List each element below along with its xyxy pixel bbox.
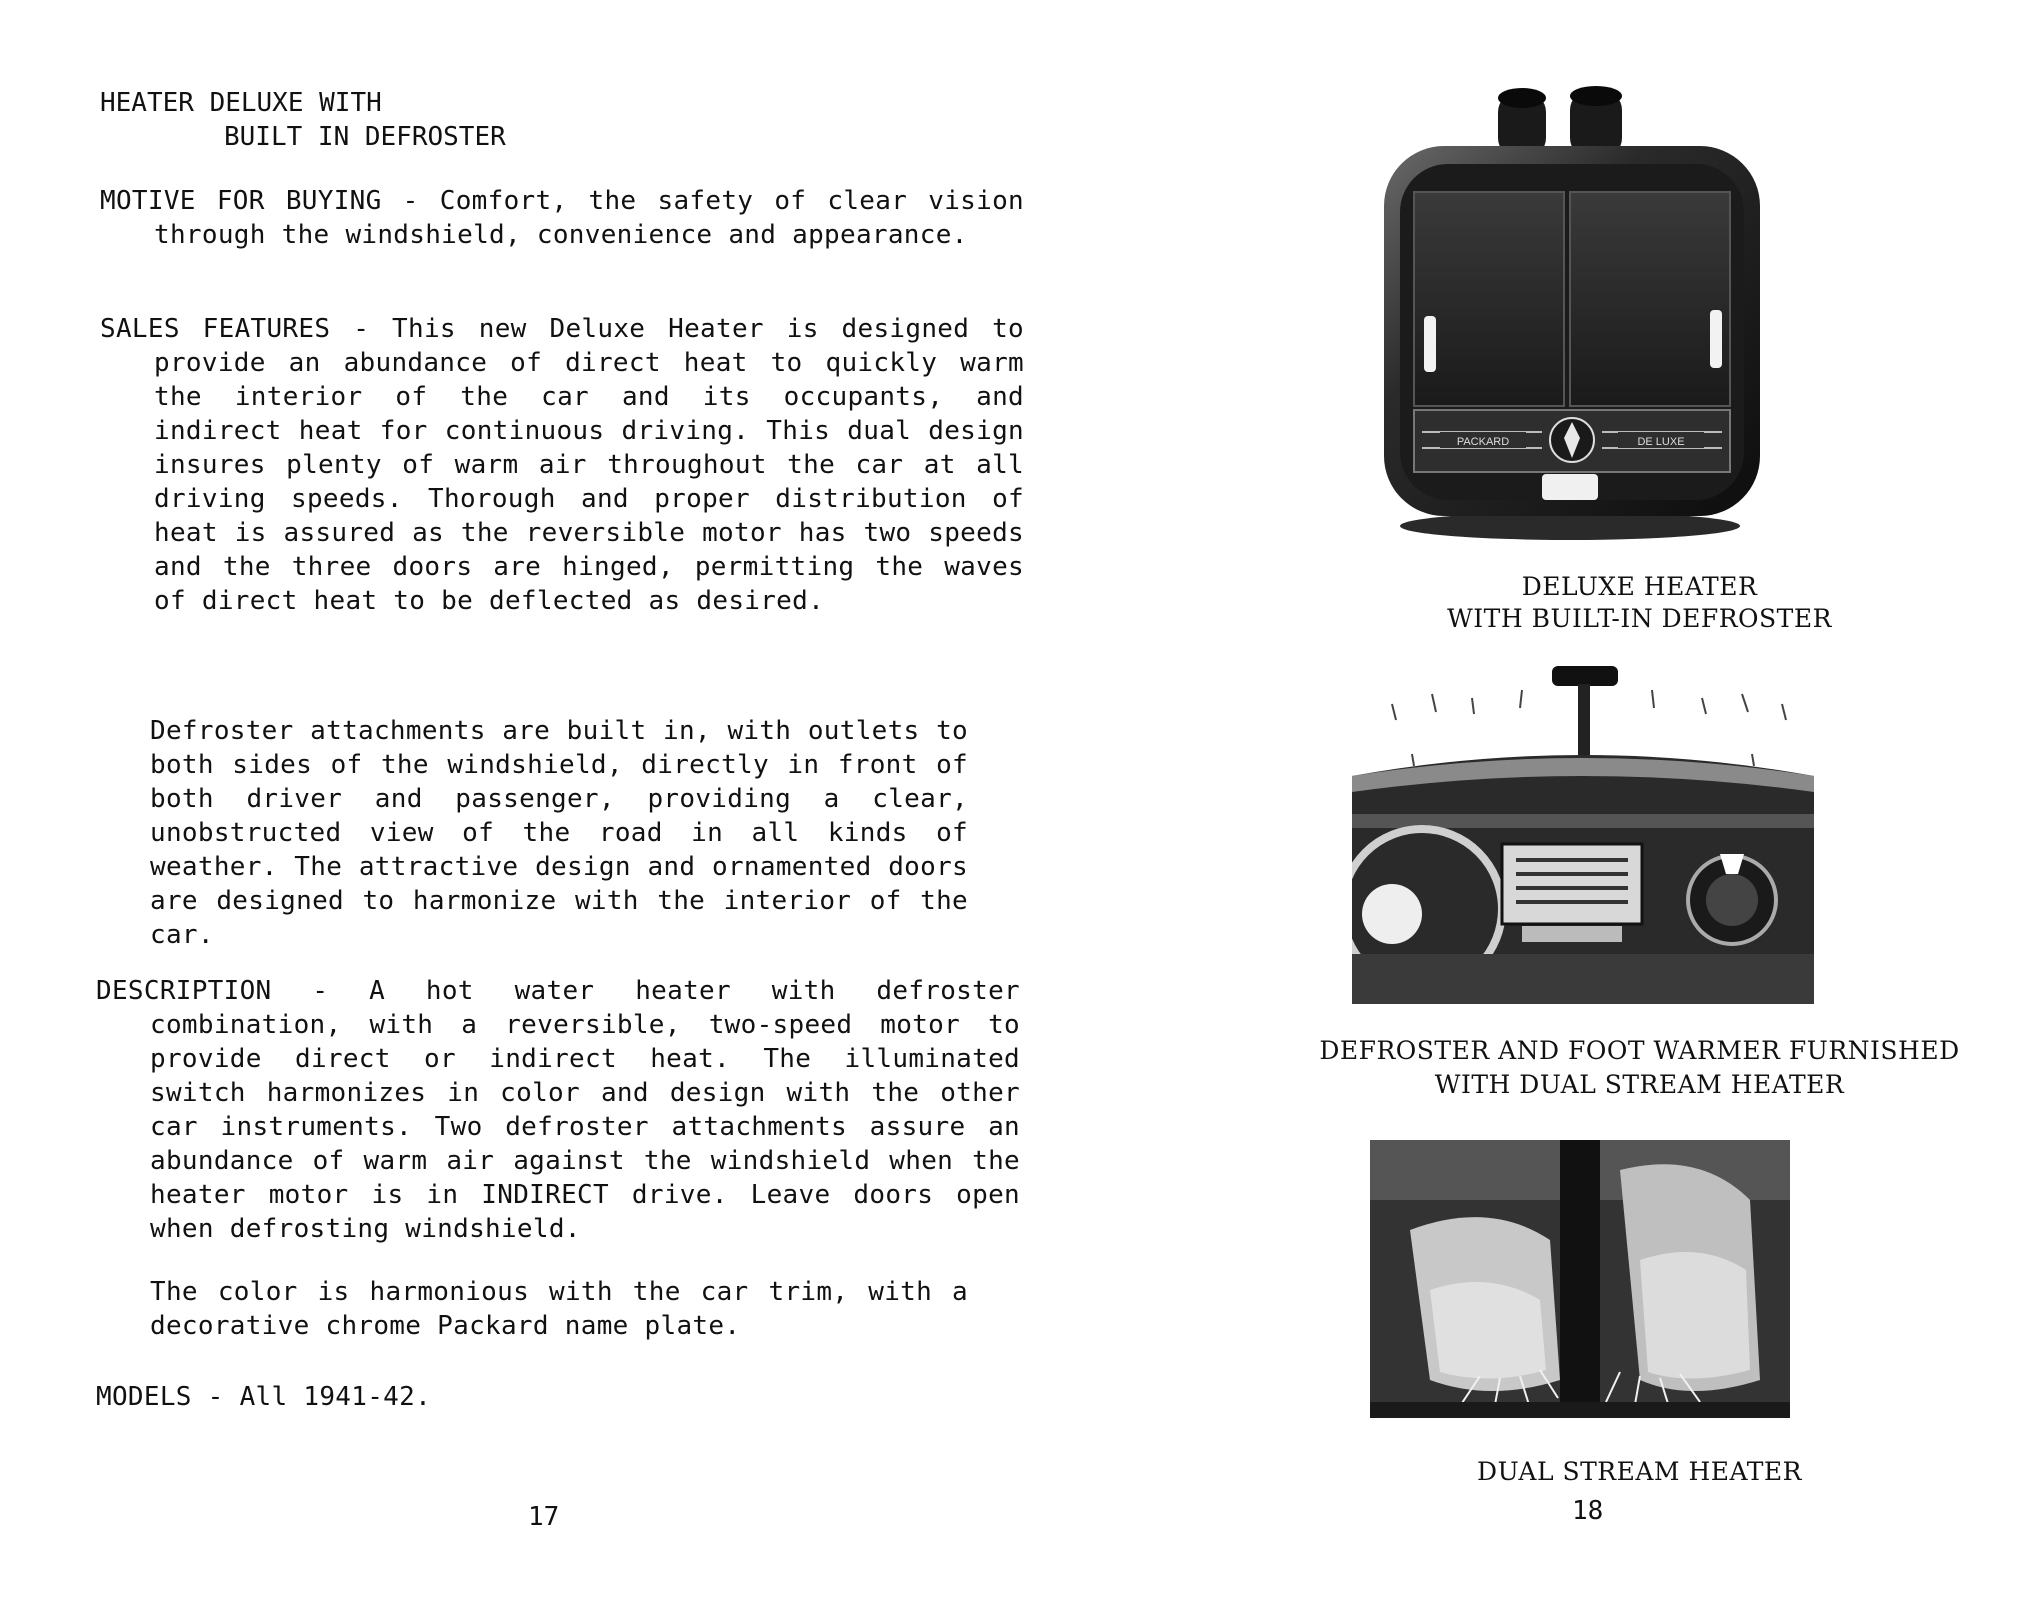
dual-stream-heater-photo <box>1370 1140 1790 1418</box>
color-paragraph: The color is harmonious with the car trim, with a decorative chrome Packard name plate. <box>150 1277 968 1341</box>
models-paragraph: MODELS - All 1941-42. <box>96 1382 432 1412</box>
deluxe-heater-illustration <box>1370 86 1770 542</box>
caption-deluxe-heater-line2: WITH BUILT-IN DEFROSTER <box>1447 604 1832 633</box>
motive-paragraph: MOTIVE FOR BUYING - Comfort, the safety of clear vision through the windshield, convenience and appearance. <box>100 186 1024 250</box>
caption-defroster-line1: DEFROSTER AND FOOT WARMER FURNISHED <box>1319 1036 1960 1065</box>
dashboard-photo <box>1352 664 1814 1004</box>
section-title-line2: BUILT IN DEFROSTER <box>224 122 506 152</box>
caption-defroster-line2: WITH DUAL STREAM HEATER <box>1434 1070 1845 1099</box>
section-title-line1: HEATER DELUXE WITH <box>100 88 382 118</box>
plate-text-left: PACKARD <box>1456 436 1510 448</box>
dashboard-illustration <box>1352 664 1814 1004</box>
plate-text-right: DE LUXE <box>1637 436 1685 448</box>
page-number-right: 18 <box>1572 1496 1604 1526</box>
caption-deluxe-heater-line1: DELUXE HEATER <box>1521 572 1758 601</box>
right-page <box>1260 0 2019 1600</box>
defroster-paragraph: Defroster attachments are built in, with outlets to both sides of the windshield, directly in front of both driver and passenger, providing a clear, unobstructed view of the road in all kinds of weather. The attractive design and ornamented doors are designed to harmonize with the interior of the car. <box>150 716 968 950</box>
description-paragraph: DESCRIPTION - A hot water heater with defroster combination, with a reversible, two-speed motor to provide direct or indirect heat. The illuminated switch harmonizes in color and design with the other car instruments. Two defroster attachments assure an abundance of warm air against the windshield when the heater motor is in INDIRECT drive. Leave doors open when defrosting windshield. <box>96 976 1020 1244</box>
dual-stream-heater-illustration <box>1370 1140 1790 1418</box>
page-number-left: 17 <box>528 1502 560 1532</box>
caption-dual-stream-heater: DUAL STREAM HEATER <box>1477 1457 1802 1486</box>
sales-features-paragraph: SALES FEATURES - This new Deluxe Heater is designed to provide an abundance of direct heat to quickly warm the interior of the car and its occupants, and indirect heat for continuous driving. This dual design insures plenty of warm air throughout the car at all driving speeds. Thorough and proper distribution of heat is assured as the reversible motor has two speeds and the three doors are hinged, permitting the waves of direct heat to be deflected as desired. <box>100 314 1024 616</box>
deluxe-heater-photo <box>1370 86 1770 542</box>
